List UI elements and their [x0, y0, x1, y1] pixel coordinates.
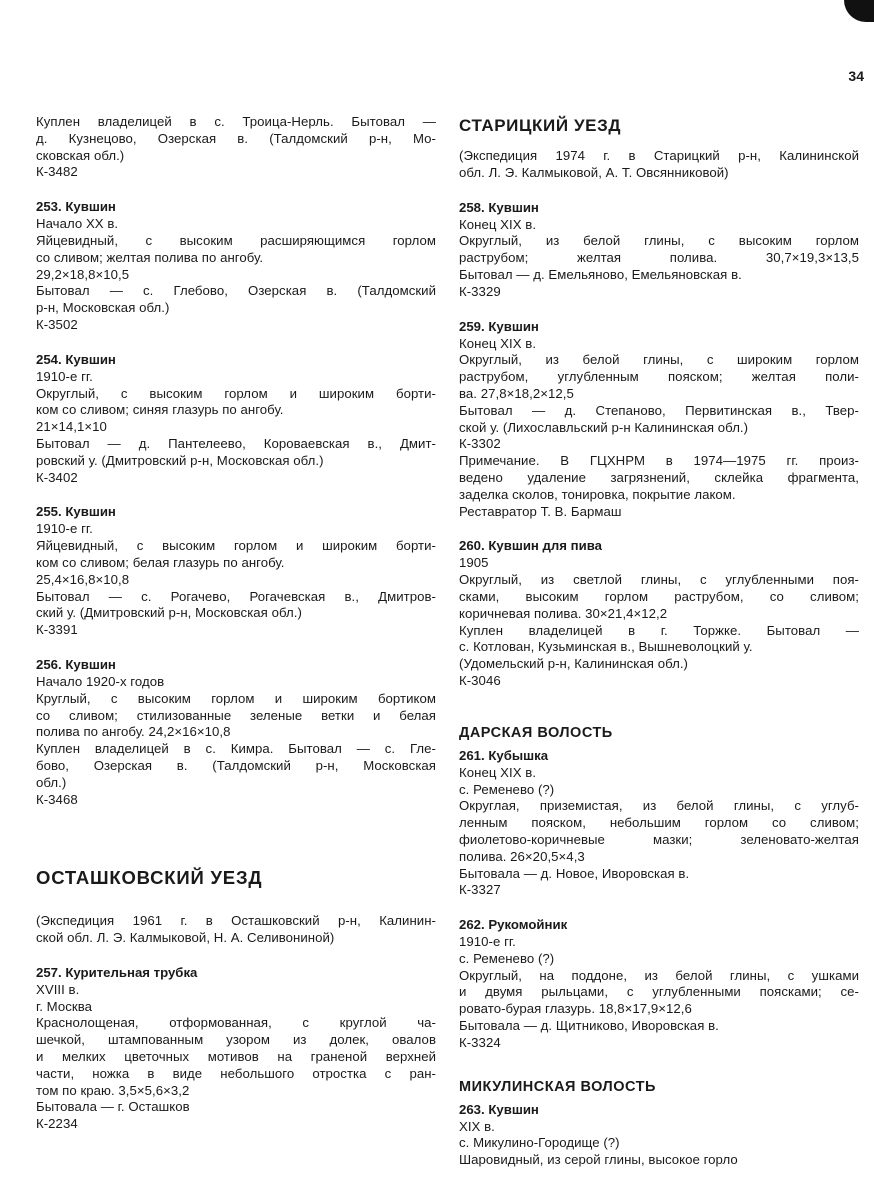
- catalog-entry: [459, 747, 859, 899]
- text-line: Округлая, приземистая, из белой глины, с углуб-: [459, 798, 859, 814]
- entry-title: 263. Кувшин: [459, 1101, 539, 1117]
- text-line: ровский у. (Дмитровский р-н, Московская обл.): [36, 452, 324, 468]
- entry-title: 255. Кувшин: [36, 504, 116, 520]
- text-line: и двумя рыльцами, с углубленными поясками; се-: [459, 984, 859, 1000]
- text-line: Округлый, из белой глины, с широким горлом: [459, 352, 859, 368]
- text-line: 1905: [459, 555, 489, 571]
- right-entries: [459, 199, 859, 690]
- entry-title: 257. Курительная трубка: [36, 964, 198, 980]
- text-line: (Экспедиция 1961 г. в Осташковский р-н, Калинин-: [36, 913, 436, 929]
- text-line: части, ножка в виде небольшого отростка с ран-: [36, 1065, 436, 1081]
- right-column: [459, 116, 859, 1186]
- text-line: со сливом; стилизованные зеленые ветки и белая: [36, 707, 436, 723]
- text-line: 25,4×16,8×10,8: [36, 571, 130, 587]
- entry-257: [36, 964, 436, 1133]
- text-line: ской обл. Л. Э. Калмыковой, Н. А. Селивониной): [36, 930, 335, 946]
- text-line: ком со сливом; синяя глазурь по ангобу.: [36, 402, 284, 418]
- text-line: заделка сколов, тонировка, покрытие лаком.: [459, 486, 736, 502]
- text-line: К-3324: [459, 1034, 501, 1050]
- text-line: обл.): [36, 774, 67, 790]
- darskaya-entries: [459, 747, 859, 1052]
- catalog-entry: [459, 537, 859, 689]
- text-line: Бытовал — д. Емельяново, Емельяновская в.: [459, 266, 742, 282]
- text-line: с. Микулино-Городище (?): [459, 1135, 620, 1151]
- text-line: К-2234: [36, 1116, 78, 1132]
- text-line: г. Москва: [36, 998, 92, 1014]
- text-line: ва. 27,8×18,2×12,5: [459, 385, 574, 401]
- text-line: Куплен владелицей в г. Торжке. Бытовал —: [459, 622, 859, 638]
- catalog-entry: [36, 351, 436, 487]
- text-line: ведено удаление загрязнений, склейка фрагмента,: [459, 469, 859, 485]
- text-line: Бытовала — г. Осташков: [36, 1099, 190, 1115]
- text-line: 1910-е гг.: [36, 521, 93, 537]
- catalog-entry: [459, 318, 859, 521]
- entry-title: 261. Кубышка: [459, 747, 549, 763]
- expedition-note-ostashkovsky: [36, 913, 436, 947]
- entry-title: 262. Рукомойник: [459, 917, 568, 933]
- text-line: со сливом; желтая полива по ангобу.: [36, 249, 264, 265]
- text-line: ский у. (Дмитровский р-н, Московская обл.): [36, 605, 302, 621]
- text-line: Бытовал — с. Рогачево, Рогачевская в., Дмитров-: [36, 588, 436, 604]
- text-line: Конец XIX в.: [459, 335, 537, 351]
- text-line: с. Ременево (?): [459, 781, 555, 797]
- subsection-title-darskaya: ДАРСКАЯ ВОЛОСТЬ: [459, 724, 613, 741]
- text-line: Куплен владелицей в с. Кимра. Бытовал — с. Гле-: [36, 741, 436, 757]
- text-line: Начало 1920-х годов: [36, 673, 165, 689]
- text-line: Примечание. В ГЦХНРМ в 1974—1975 гг. произ-: [459, 453, 859, 469]
- section-title-staritsky: СТАРИЦКИЙ УЕЗД: [459, 116, 622, 135]
- section-title-ostashkovsky: ОСТАШКОВСКИЙ УЕЗД: [36, 867, 263, 889]
- text-line: сками, высоким горлом раструбом, со сливом;: [459, 588, 859, 604]
- text-line: коричневая полива. 30×21,4×12,2: [459, 605, 668, 621]
- text-line: ленным пояском, небольшим горлом со сливом;: [459, 815, 859, 831]
- text-line: с. Ременево (?): [459, 950, 555, 966]
- text-line: ровато-бурая глазурь. 18,8×17,9×12,6: [459, 1001, 692, 1017]
- entry-title: 254. Кувшин: [36, 351, 116, 367]
- text-line: К-3391: [36, 622, 78, 638]
- left-entries: [36, 198, 436, 808]
- text-line: К-3302: [459, 436, 501, 452]
- text-line: бово, Озерская в. (Талдомский р-н, Московская: [36, 757, 436, 773]
- text-line: К-3482: [36, 164, 78, 180]
- text-line: раструбом; желтая полива. 30,7×19,3×13,5: [459, 250, 859, 266]
- text-line: обл. Л. Э. Калмыковой, А. Т. Овсянниковой): [459, 164, 729, 180]
- text-line: К-3502: [36, 316, 78, 332]
- text-line: Бытовал — д. Пантелеево, Короваевская в., Дмит-: [36, 435, 436, 451]
- text-line: Яйцевидный, с высоким расширяющимся горлом: [36, 232, 436, 248]
- catalog-entry: [36, 503, 436, 639]
- text-line: Округлый, из белой глины, с высоким горлом: [459, 233, 859, 249]
- text-line: Бытовала — д. Новое, Иворовская в.: [459, 865, 690, 881]
- text-line: Бытовала — д. Щитниково, Иворовская в.: [459, 1018, 719, 1034]
- text-line: с. Котлован, Кузьминская в., Вышневолоцкий у.: [459, 639, 753, 655]
- text-line: (Экспедиция 1974 г. в Старицкий р-н, Калининской: [459, 148, 859, 163]
- text-line: Реставратор Т. В. Бармаш: [459, 503, 622, 519]
- page-corner-mark: [844, 0, 874, 22]
- text-line: шечкой, штампованным узором из долек, овалов: [36, 1032, 436, 1048]
- text-line: Округлый, на поддоне, из белой глины, с ушками: [459, 967, 859, 983]
- text-line: Конец XIX в.: [459, 764, 537, 780]
- text-line: Округлый, с высоким горлом и широким борти-: [36, 385, 436, 401]
- text-line: р-н, Московская обл.): [36, 300, 170, 316]
- text-line: 1910-е гг.: [36, 368, 93, 384]
- text-line: ком со сливом; белая глазурь по ангобу.: [36, 554, 285, 570]
- page-number: 34: [848, 68, 864, 84]
- entry-title: 260. Кувшин для пива: [459, 538, 602, 554]
- text-line: (Удомельский р-н, Калининская обл.): [459, 656, 688, 672]
- catalog-entry: [36, 656, 436, 808]
- text-line: ской у. (Лихославльский р-н Калининская обл.): [459, 419, 749, 435]
- text-line: фиолетово-коричневые мазки; зеленовато-желтая: [459, 831, 859, 847]
- text-line: Куплен владелицей в с. Троица-Нерль. Бытовал —: [36, 114, 436, 129]
- subsection-title-mikulinskaya: МИКУЛИНСКАЯ ВОЛОСТЬ: [459, 1078, 656, 1095]
- text-line: К-3329: [459, 283, 501, 299]
- intro-continuation: [36, 114, 436, 181]
- text-line: К-3327: [459, 882, 501, 898]
- text-line: раструбом, углубленным пояском; желтая поли-: [459, 369, 859, 385]
- catalog-entry: [459, 199, 859, 301]
- text-line: Круглый, с высоким горлом и широким бортиком: [36, 690, 436, 706]
- text-line: XIX в.: [459, 1118, 495, 1134]
- text-line: К-3046: [459, 672, 501, 688]
- text-line: XVIII в.: [36, 981, 80, 997]
- catalog-entry: [36, 198, 436, 334]
- text-line: 21×14,1×10: [36, 419, 107, 435]
- text-line: Шаровидный, из серой глины, высокое горло: [459, 1152, 738, 1168]
- entry-title: 258. Кувшин: [459, 199, 539, 215]
- text-line: К-3402: [36, 469, 78, 485]
- text-line: сковская обл.): [36, 147, 125, 163]
- text-line: и мелких цветочных мотивов на граненой верхней: [36, 1049, 436, 1065]
- text-line: Конец XIX в.: [459, 216, 537, 232]
- entry-title: 253. Кувшин: [36, 199, 116, 215]
- text-line: Яйцевидный, с высоким горлом и широким борти-: [36, 538, 436, 554]
- text-line: 1910-е гг.: [459, 934, 516, 950]
- text-line: Начало XX в.: [36, 216, 119, 232]
- expedition-note-staritsky: [459, 148, 859, 182]
- text-line: полива. 26×20,5×4,3: [459, 848, 585, 864]
- text-line: 29,2×18,8×10,5: [36, 266, 130, 282]
- text-line: Бытовал — с. Глебово, Озерская в. (Талдомский: [36, 283, 436, 299]
- text-line: Бытовал — д. Степаново, Первитинская в., Твер-: [459, 402, 859, 418]
- entry-title: 259. Кувшин: [459, 318, 539, 334]
- catalog-entry: [459, 1101, 859, 1169]
- text-line: Округлый, из светлой глины, с углубленными поя-: [459, 572, 859, 588]
- text-line: д. Кузнецово, Озерская в. (Талдомский р-н, Мо-: [36, 130, 436, 146]
- text-line: К-3468: [36, 791, 78, 807]
- text-line: том по краю. 3,5×5,6×3,2: [36, 1082, 190, 1098]
- entry-title: 256. Кувшин: [36, 656, 116, 672]
- mikulinskaya-entries: [459, 1101, 859, 1169]
- text-line: полива по ангобу. 24,2×16×10,8: [36, 724, 231, 740]
- catalog-entry: [459, 916, 859, 1052]
- text-line: Краснолощеная, отформованная, с круглой ча-: [36, 1015, 436, 1031]
- left-column: [36, 114, 436, 1150]
